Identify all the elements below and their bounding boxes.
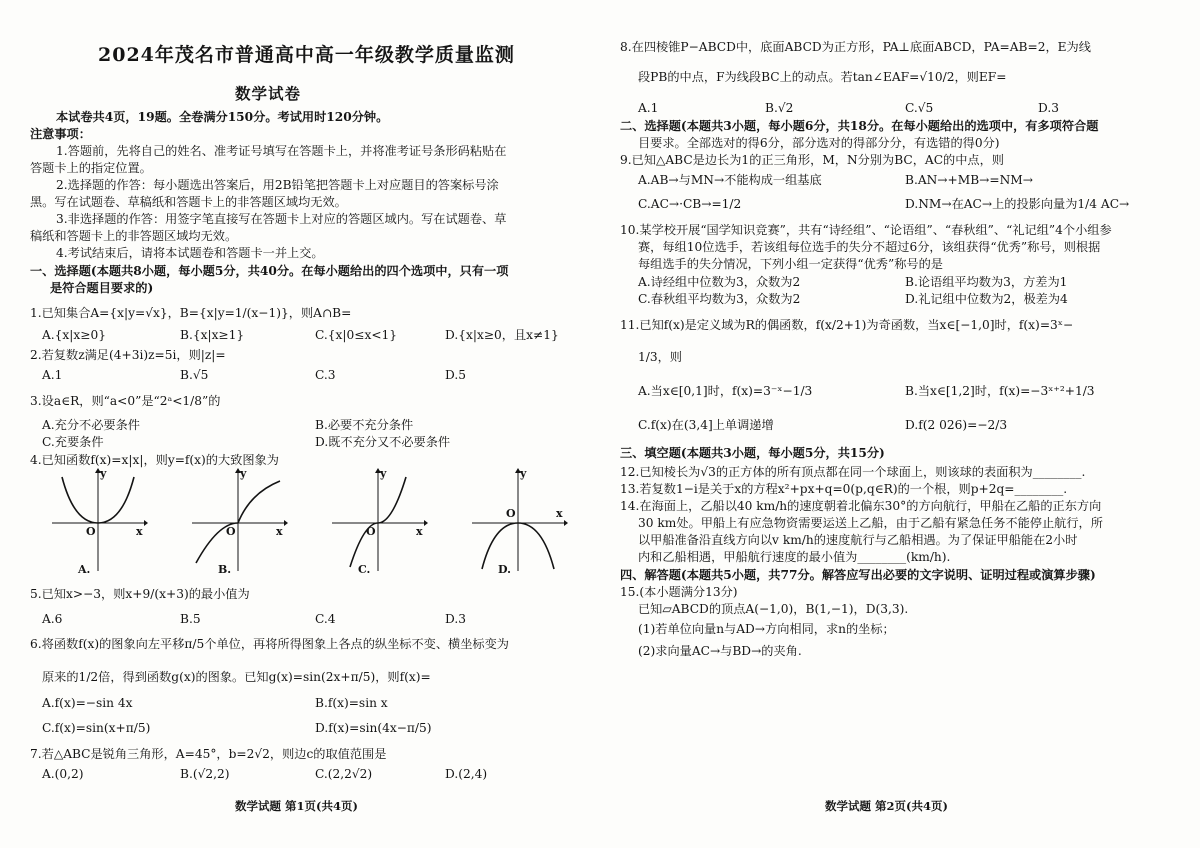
question-3-option-b: B.必要不充分条件	[315, 418, 414, 432]
question-10-option-b: B.论语组平均数为3，方差为1	[905, 275, 1068, 289]
axis-y-label: y	[380, 467, 387, 480]
question-10-stem-cont: 赛，每组10位选手，若该组每位选手的失分不超过6分，该组获得“优秀”称号，则根据	[638, 240, 1101, 254]
section-4-heading: 四、解答题(本题共5小题，共77分。解答应写出必要的文字说明、证明过程或演算步骤)	[620, 568, 1096, 582]
notice-line: 2.选择题的作答：每小题选出答案后，用2B铅笔把答题卡上对应题目的答案标号涂	[56, 178, 499, 192]
question-6-option-b: B.f(x)=sin x	[315, 696, 388, 710]
question-2-option-b: B.√5	[180, 368, 209, 382]
question-15-head: 15.(本小题满分13分)	[620, 585, 738, 599]
notice-line: 1.答题前，先将自己的姓名、准考证号填写在答题卡上，并将准考证号条形码粘贴在	[56, 144, 507, 158]
question-9-option-c: C.AC→·CB→=1/2	[638, 197, 742, 211]
question-3-option-a: A.充分不必要条件	[42, 418, 140, 432]
notice-line: 答题卡上的指定位置。	[30, 161, 152, 175]
question-8-stem: 8.在四棱锥P−ABCD中，底面ABCD为正方形，PA⊥底面ABCD，PA=AB=2，E为线	[620, 40, 1091, 54]
question-5-option-a: A.6	[42, 612, 63, 626]
question-9-option-b: B.AN→+MB→=NM→	[905, 173, 1033, 187]
question-14: 14.在海面上，乙船以40 km/h的速度朝着北偏东30°的方向航行，甲船在乙船的正东方向	[620, 499, 1102, 513]
question-8-option-d: D.3	[1038, 101, 1059, 115]
question-2-option-a: A.1	[42, 368, 63, 382]
axis-x-label: x	[276, 525, 283, 538]
question-5-option-c: C.4	[315, 612, 336, 626]
question-4-stem: 4.已知函数f(x)=x|x|，则y=f(x)的大致图象为	[30, 453, 279, 467]
question-5-option-b: B.5	[180, 612, 201, 626]
question-11-option-b: B.当x∈[1,2]时，f(x)=−3ˣ⁺²+1/3	[905, 384, 1095, 398]
question-3-option-c: C.充要条件	[42, 435, 104, 449]
axis-x-label: x	[556, 507, 563, 520]
section-2-heading-cont: 目要求。全部选对的得6分，部分选对的得部分分，有选错的得0分)	[638, 136, 1000, 150]
question-6-option-d: D.f(x)=sin(4x−π/5)	[315, 721, 432, 735]
axis-y-label: y	[520, 467, 527, 480]
question-3-option-d: D.既不充分又不必要条件	[315, 435, 451, 449]
question-12: 12.已知棱长为√3的正方体的所有顶点都在同一个球面上，则该球的表面积为________.	[620, 465, 1086, 479]
question-1-option-b: B.{x|x≥1}	[180, 328, 245, 342]
question-14-cont: 以甲船准备沿直线方向以v km/h的速度航行与乙船相遇。为了保证甲船能在2小时	[638, 533, 1078, 547]
question-11-option-d: D.f(2 026)=−2/3	[905, 418, 1008, 432]
question-10-stem: 10.某学校开展“国学知识竞赛”，共有“诗经组”、“论语组”、“春秋组”、“礼记组”4个小组参	[620, 223, 1112, 237]
page-2	[620, 0, 1180, 848]
origin-label: O	[226, 525, 236, 538]
question-11-option-c: C.f(x)在(3,4]上单调递增	[638, 418, 774, 432]
notice-line: 4.考试结束后，请将本试题卷和答题卡一并上交。	[56, 246, 324, 260]
question-8-option-c: C.√5	[905, 101, 934, 115]
question-9-stem: 9.已知△ABC是边长为1的正三角形，M，N分别为BC，AC的中点，则	[620, 153, 1004, 167]
question-7-stem: 7.若△ABC是锐角三角形，A=45°，b=2√2，则边c的取值范围是	[30, 747, 387, 761]
graph-option-b	[188, 467, 288, 575]
question-11-stem-cont: 1/3，则	[638, 350, 682, 364]
graph-option-c	[328, 467, 428, 575]
notice-heading: 注意事项：	[30, 127, 91, 141]
graph-label-a: A.	[78, 563, 91, 576]
graph-option-a	[48, 467, 148, 575]
question-7-option-c: C.(2,2√2)	[315, 767, 373, 781]
question-5-option-d: D.3	[445, 612, 466, 626]
question-1-stem: 1.已知集合A={x|y=√x}，B={x|y=1/(x−1)}，则A∩B=	[30, 306, 352, 320]
graph-label-b: B.	[218, 563, 232, 576]
axis-x-label: x	[136, 525, 143, 538]
graph-option-d	[468, 467, 568, 575]
question-8-stem-cont: 段PB的中点，F为线段BC上的动点。若tan∠EAF=√10/2，则EF=	[638, 70, 1007, 84]
question-1-option-c: C.{x|0≤x<1}	[315, 328, 398, 342]
axis-y-label: y	[240, 467, 247, 480]
question-2-option-c: C.3	[315, 368, 336, 382]
question-9-option-a: A.AB→与MN→不能构成一组基底	[638, 173, 822, 187]
section-3-heading: 三、填空题(本题共3小题，每小题5分，共15分)	[620, 446, 885, 460]
question-7-option-a: A.(0,2)	[42, 767, 84, 781]
question-2-stem: 2.若复数z满足(4+3i)z=5i，则|z|=	[30, 348, 226, 362]
question-15-line: 已知▱ABCD的顶点A(−1,0)，B(1,−1)，D(3,3).	[638, 602, 909, 616]
question-7-option-d: D.(2,4)	[445, 767, 488, 781]
question-15-line: (1)若单位向量n与AD→方向相同，求n的坐标；	[638, 622, 895, 636]
page-footer: 数学试题 第1页(共4页)	[235, 799, 358, 813]
question-8-option-b: B.√2	[765, 101, 794, 115]
question-7-option-b: B.(√2,2)	[180, 767, 230, 781]
question-6-stem: 6.将函数f(x)的图象向左平移π/5个单位，再将所得图象上各点的纵坐标不变、横坐标变为	[30, 637, 509, 651]
notice-line: 稿纸和答题卡上的非答题区域均无效。	[30, 229, 238, 243]
page-1	[30, 0, 590, 848]
graph-label-c: C.	[358, 563, 371, 576]
origin-label: O	[366, 525, 376, 538]
section-1-heading: 一、选择题(本题共8小题，每小题5分，共40分。在每小题给出的四个选项中，只有一项	[30, 264, 509, 278]
notice-line: 黑。写在试题卷、草稿纸和答题卡上的非答题区域均无效。	[30, 195, 347, 209]
graph-label-d: D.	[498, 563, 511, 576]
question-6-stem-cont: 原来的1/2倍，得到函数g(x)的图象。已知g(x)=sin(2x+π/5)，则f(x)=	[42, 670, 431, 684]
question-14-cont: 内和乙船相遇，甲船航行速度的最小值为________(km/h).	[638, 550, 951, 564]
exam-subtitle: 数学试卷	[235, 84, 302, 103]
question-10-option-a: A.诗经组中位数为3，众数为2	[638, 275, 801, 289]
question-1-option-d: D.{x|x≥0，且x≠1}	[445, 328, 559, 342]
section-2-heading: 二、选择题(本题共3小题，每小题6分，共18分。在每小题给出的选项中，有多项符合题	[620, 119, 1099, 133]
question-14-cont: 30 km处。甲船上有应急物资需要运送上乙船，由于乙船有紧急任务不能停止航行，所	[638, 516, 1103, 530]
question-2-option-d: D.5	[445, 368, 466, 382]
question-15-line: (2)求向量AC→与BD→的夹角.	[638, 644, 802, 658]
axis-x-label: x	[416, 525, 423, 538]
question-5-stem: 5.已知x>−3，则x+9/(x+3)的最小值为	[30, 587, 250, 601]
question-6-option-a: A.f(x)=−sin 4x	[42, 696, 133, 710]
question-10-option-d: D.礼记组中位数为2，极差为4	[905, 292, 1068, 306]
question-13: 13.若复数1−i是关于x的方程x²+px+q=0(p,q∈R)的一个根，则p+2q=________.	[620, 482, 1068, 496]
origin-label: O	[86, 525, 96, 538]
question-3-stem: 3.设a∈R，则“a<0”是“2ᵃ<1/8”的	[30, 394, 221, 408]
axis-y-label: y	[100, 467, 107, 480]
exam-title: 2024年茂名市普通高中高一年级教学质量监测	[98, 44, 515, 66]
question-6-option-c: C.f(x)=sin(x+π/5)	[42, 721, 151, 735]
question-10-option-c: C.春秋组平均数为3，众数为2	[638, 292, 801, 306]
question-8-option-a: A.1	[638, 101, 659, 115]
origin-label: O	[506, 507, 516, 520]
exam-intro: 本试卷共4页，19题。全卷满分150分。考试用时120分钟。	[56, 110, 389, 124]
page-footer: 数学试题 第2页(共4页)	[825, 799, 948, 813]
section-1-heading-cont: 是符合题目要求的)	[50, 281, 154, 295]
notice-line: 3.非选择题的作答：用签字笔直接写在答题卡上对应的答题区域内。写在试题卷、草	[56, 212, 507, 226]
question-11-stem: 11.已知f(x)是定义域为R的偶函数，f(x/2+1)为奇函数，当x∈[−1,0]时，f(x)=3ˣ−	[620, 318, 1074, 332]
question-1-option-a: A.{x|x≥0}	[42, 328, 107, 342]
question-11-option-a: A.当x∈[0,1]时，f(x)=3⁻ˣ−1/3	[638, 384, 813, 398]
question-9-option-d: D.NM→在AC→上的投影向量为1/4 AC→	[905, 197, 1130, 211]
question-10-stem-cont: 每组选手的失分情况，下列小组一定获得“优秀”称号的是	[638, 257, 943, 271]
